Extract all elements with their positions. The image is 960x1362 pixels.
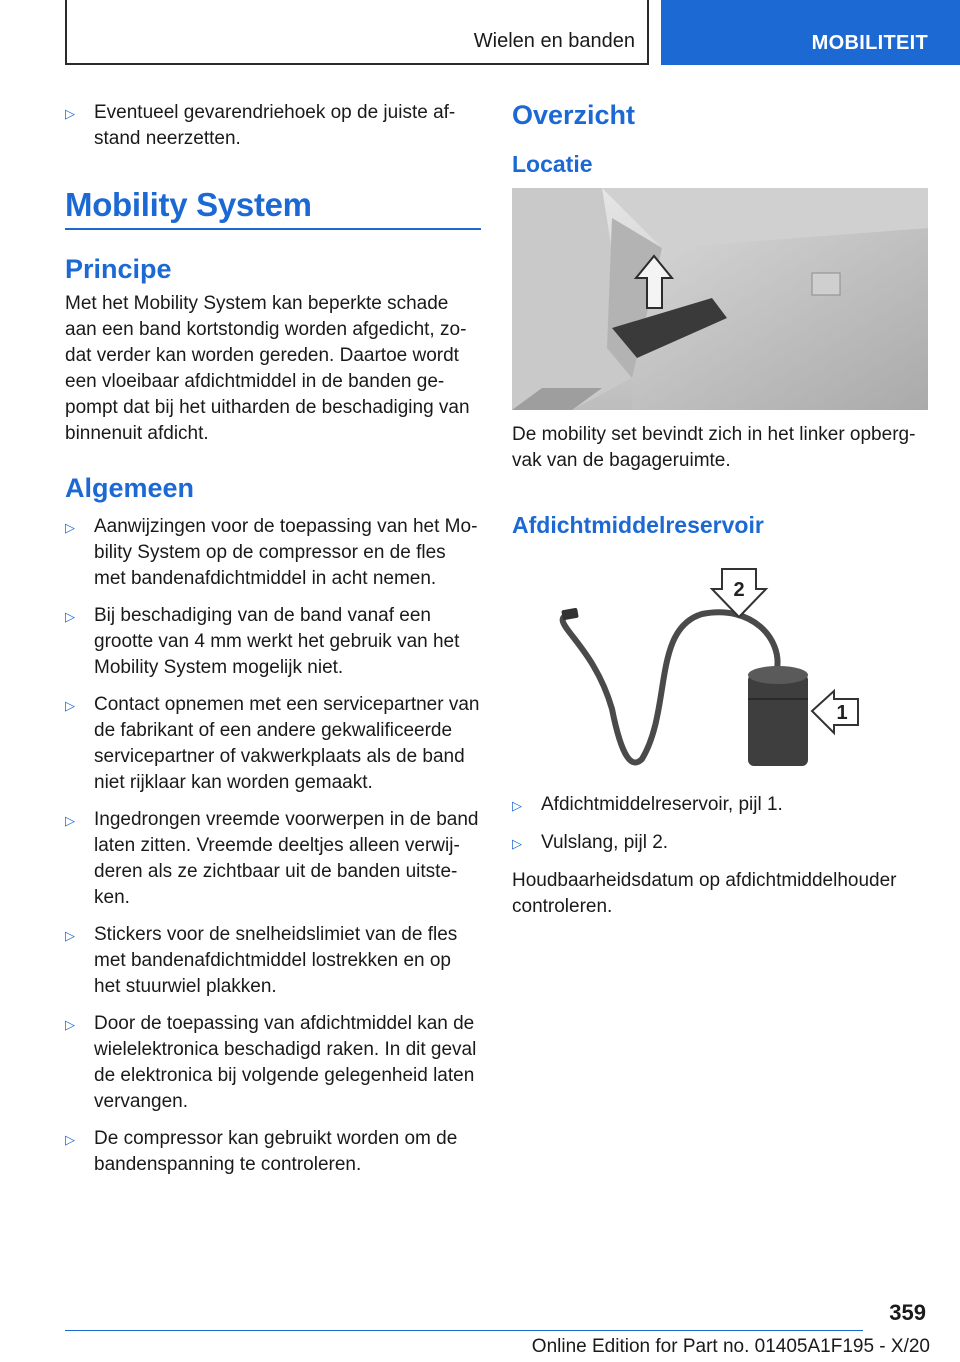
bullet-triangle-icon: ▷	[512, 798, 522, 813]
intro-bullet: ▷ Eventueel gevarendriehoek op de juiste afstand neerzetten.	[65, 100, 481, 152]
right-column	[512, 100, 928, 930]
list-item: ▷ Stickers voor de snelheidslimiet van de fles met bandenafdichtmiddel lostrekken en op het stuurwiel plakken.	[65, 922, 481, 1000]
locatie-caption: De mobility set bevindt zich in het linker opbergvak van de bagageruimte.	[512, 424, 916, 471]
bullet-triangle-icon: ▷	[65, 698, 75, 713]
principe-text: Met het Mobility System kan beperkte schade aan een band kortstondig worden afgedicht, zodat verder kan worden gereden. Daartoe wordt een vloeibaar afdichtmiddel in de banden gepompt dat bij het uitharden de beschadiging van binnenuit afdicht.	[65, 293, 470, 444]
arrow-1-icon	[812, 691, 858, 733]
page-title: Mobility System	[65, 186, 481, 230]
list-item: ▷ Contact opnemen met een servicepartner van de fabrikant of een andere gekwalificeerde servicepartner of vakwerkplaats als de band niet rijklaar kan worden gemaakt.	[65, 692, 481, 796]
bullet-triangle-icon: ▷	[65, 1132, 75, 1147]
reservoir-list	[512, 792, 928, 857]
sealant-reservoir-illustration	[512, 559, 928, 784]
header-chapter-tab	[661, 0, 960, 65]
reservoir-note: Houdbaarheidsdatum op afdichtmiddelhouder controleren.	[512, 870, 897, 917]
footer-divider	[65, 1330, 863, 1331]
header-section-box	[65, 0, 649, 65]
header-section-title: Wielen en banden	[473, 30, 635, 52]
trunk-compartment-illustration	[512, 188, 928, 410]
list-item: ▷ Ingedrongen vreemde voorwerpen in de band laten zitten. Vreemde deeltjes alleen verwijderen als ze zichtbaar uit de banden uitsteken.	[65, 807, 481, 911]
principe-heading: Principe	[65, 254, 172, 284]
page-number: 359	[889, 1300, 926, 1325]
bullet-triangle-icon: ▷	[65, 1017, 75, 1032]
header-chapter-label: MOBILITEIT	[811, 32, 928, 54]
locatie-heading: Locatie	[512, 151, 593, 177]
bullet-triangle-icon: ▷	[65, 813, 75, 828]
bullet-triangle-icon: ▷	[65, 520, 75, 535]
algemeen-list	[65, 514, 481, 1178]
list-item: ▷ Bij beschadiging van de band vanaf een grootte van 4 mm werkt het gebruik van het Mobility System mogelijk niet.	[65, 603, 481, 681]
arrow-1-label: 1	[836, 702, 848, 724]
bullet-triangle-icon: ▷	[512, 836, 522, 851]
arrow-2-label: 2	[733, 579, 745, 601]
list-item: ▷ Afdichtmiddelreservoir, pijl 1.	[512, 792, 928, 819]
bullet-triangle-icon: ▷	[65, 609, 75, 624]
reservoir-heading: Afdichtmiddelreservoir	[512, 512, 764, 538]
list-item: ▷ De compressor kan gebruikt worden om de bandenspanning te controleren.	[65, 1126, 481, 1178]
footer-edition: Online Edition for Part no. 01405A1F195 - X/20	[531, 1336, 930, 1357]
list-item: ▷ Vulslang, pijl 2.	[512, 830, 928, 857]
list-item: ▷ Door de toepassing van afdichtmiddel kan de wielelektronica beschadigd raken. In dit geval de elektronica bij volgende gelegenheid laten vervangen.	[65, 1011, 481, 1115]
trunk-location-photo	[512, 188, 928, 410]
reservoir-diagram	[512, 559, 928, 784]
algemeen-heading: Algemeen	[65, 473, 195, 503]
list-item: ▷ Aanwijzingen voor de toepassing van het Mobility System op de compressor en de fles met bandenafdichtmiddel in acht nemen.	[65, 514, 481, 592]
bullet-triangle-icon: ▷	[65, 106, 75, 121]
bullet-triangle-icon: ▷	[65, 928, 75, 943]
overzicht-heading: Overzicht	[512, 100, 636, 130]
left-column	[65, 100, 481, 1189]
